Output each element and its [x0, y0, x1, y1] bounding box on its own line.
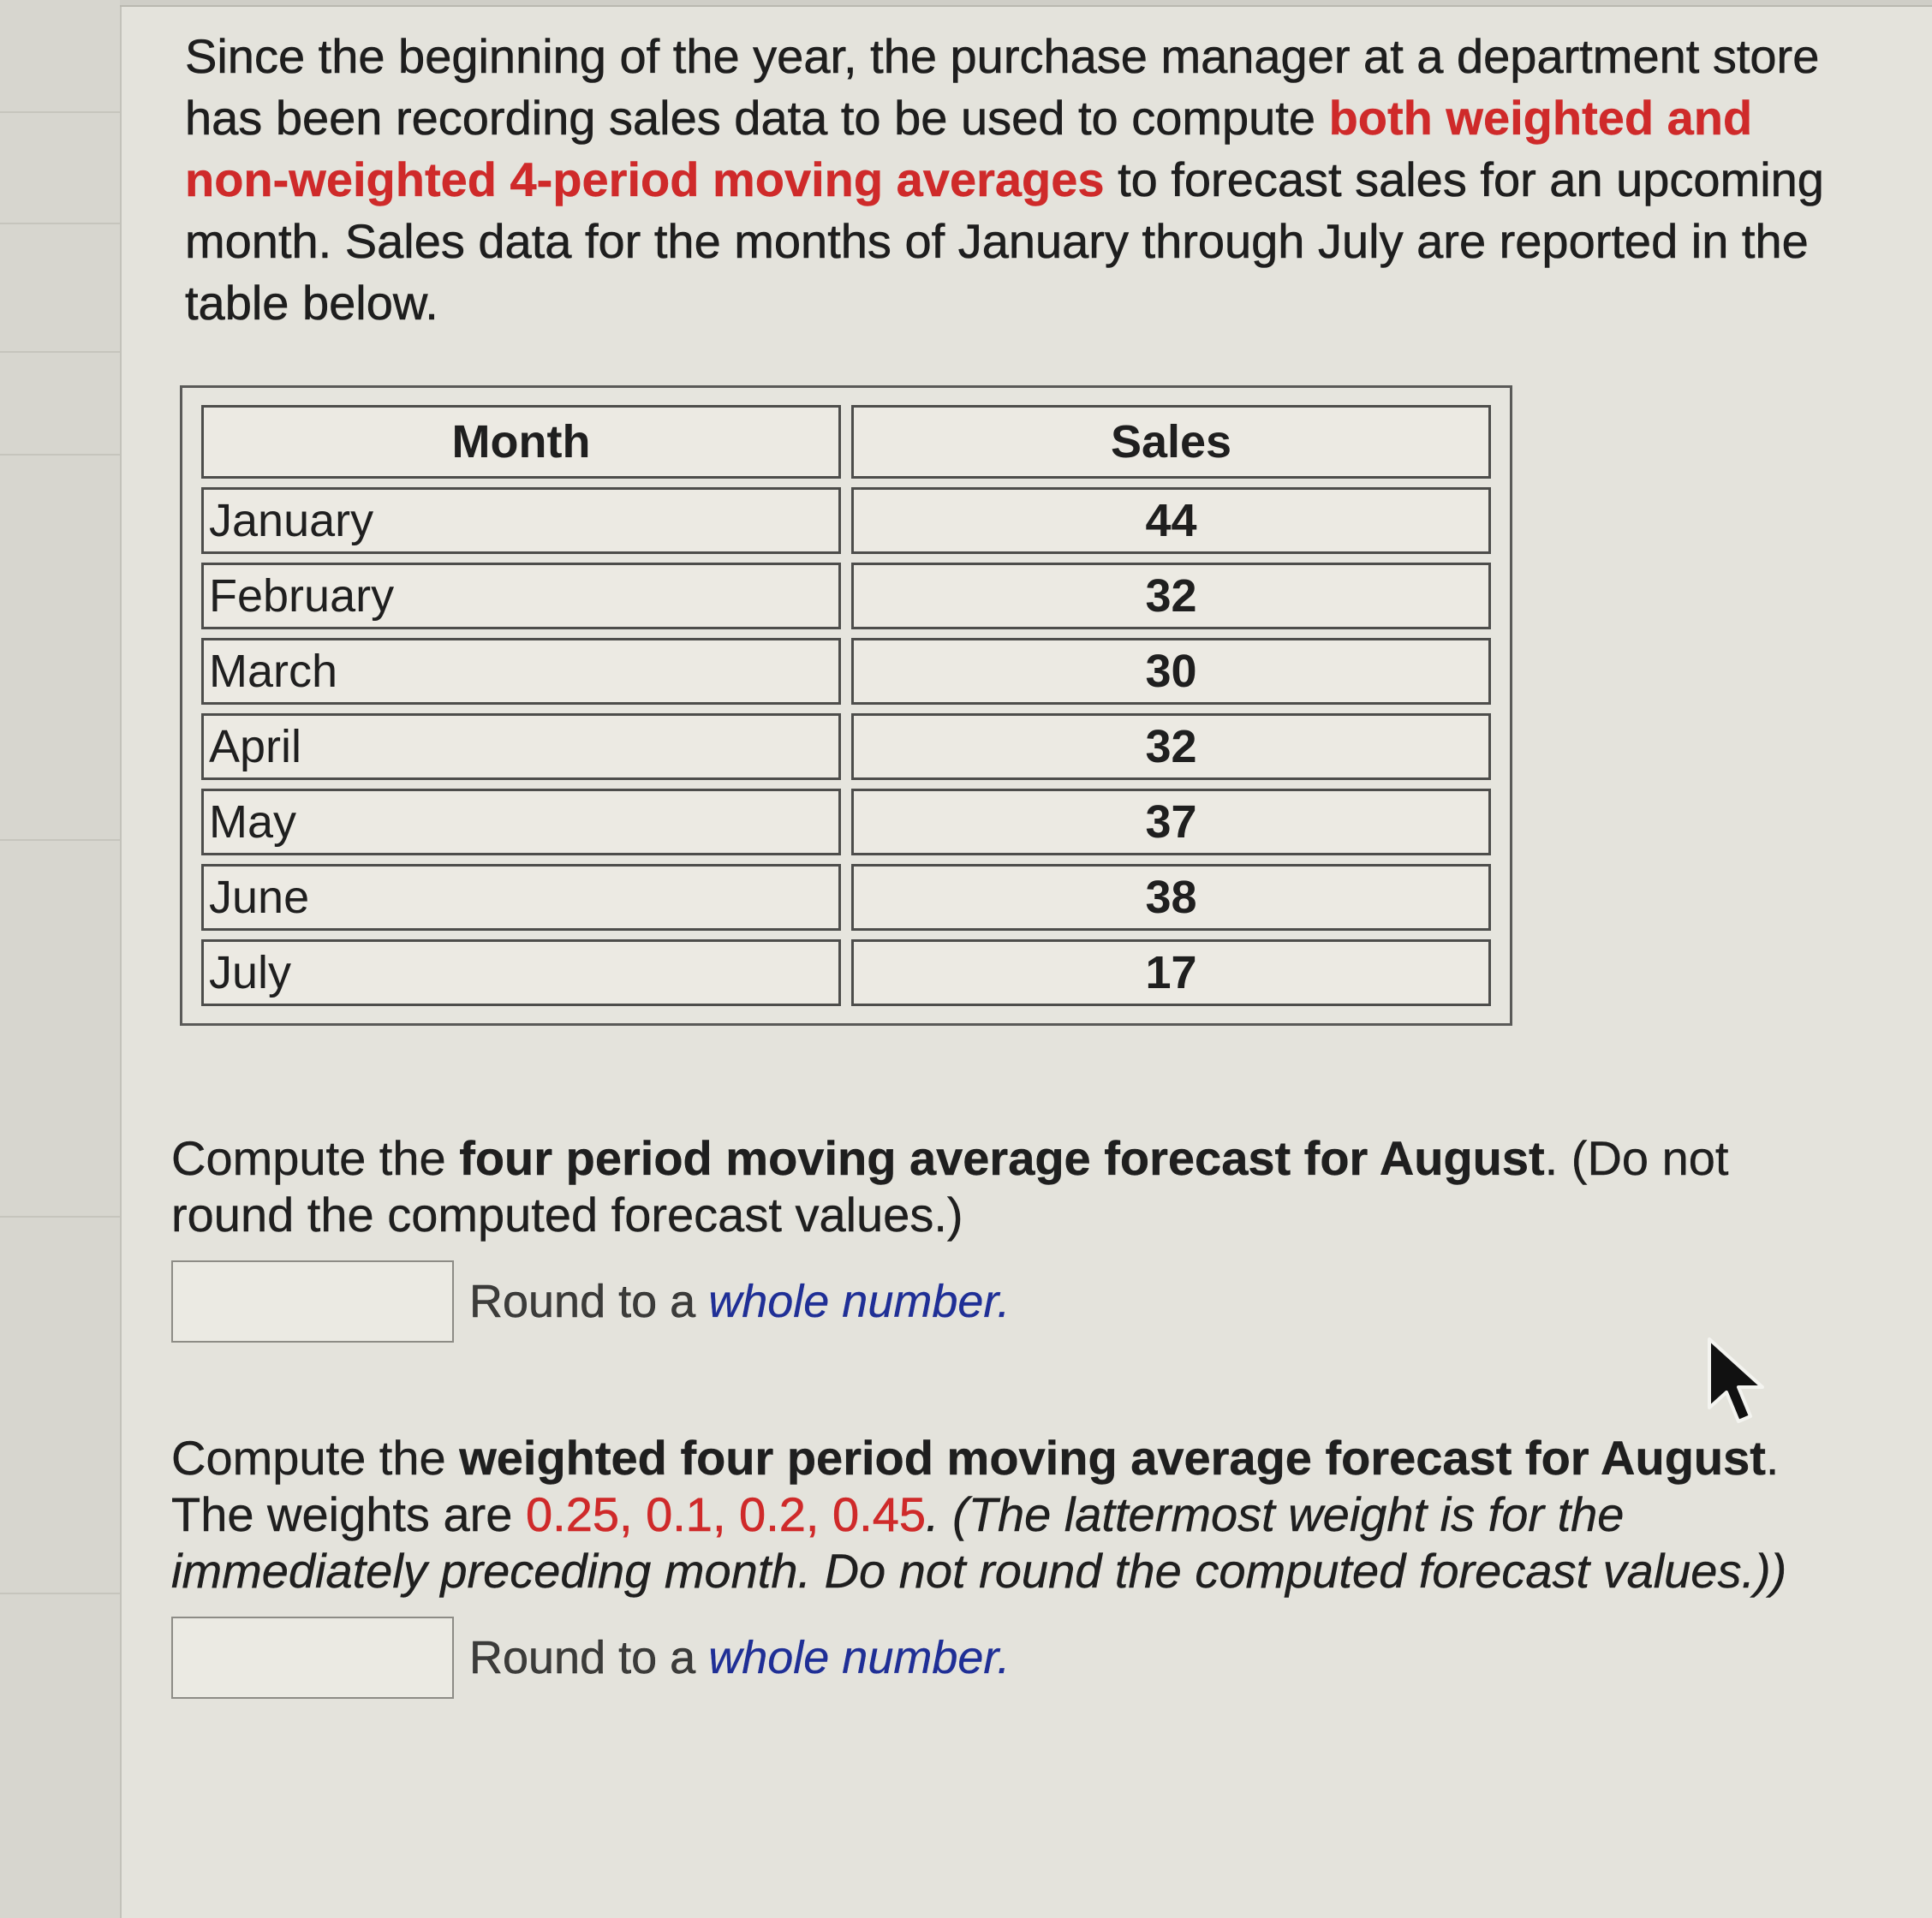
mouse-pointer-icon	[1704, 1336, 1773, 1430]
q1-suffix: . (Do not round the computed forecast values.)	[171, 1131, 1729, 1242]
table-row	[201, 713, 1491, 780]
month-column-header: Month	[201, 405, 841, 479]
question-content	[171, 26, 1850, 1683]
q2-mid: . The weights are	[171, 1431, 1780, 1541]
month-cell: April	[201, 713, 841, 780]
sidebar-divider	[0, 111, 120, 113]
question-1-answer-row	[171, 1260, 1841, 1343]
weighted-average-answer-input[interactable]	[171, 1617, 454, 1699]
month-cell: May	[201, 789, 841, 855]
q2-weights: 0.25, 0.1, 0.2, 0.45	[525, 1487, 927, 1541]
intro-highlight: both weighted and non-weighted 4-period moving averages	[185, 91, 1753, 206]
q2-prefix: Compute the	[171, 1431, 460, 1485]
sales-cell: 30	[851, 638, 1491, 705]
hint-prefix: Round to a	[469, 1276, 709, 1327]
moving-average-answer-input[interactable]	[171, 1260, 454, 1343]
sales-cell: 37	[851, 789, 1491, 855]
sidebar-divider	[0, 223, 120, 224]
top-border	[120, 0, 1932, 7]
sidebar-divider	[0, 454, 120, 456]
month-cell: February	[201, 563, 841, 629]
q2-bold: weighted four period moving average forecast for August	[459, 1431, 1766, 1485]
month-cell: July	[201, 939, 841, 1006]
table-row	[201, 563, 1491, 629]
table-row	[201, 789, 1491, 855]
question-1-prompt	[171, 1130, 1841, 1243]
table-header-row	[201, 405, 1491, 479]
rounding-hint	[469, 1273, 1010, 1330]
sales-cell: 17	[851, 939, 1491, 1006]
month-cell: March	[201, 638, 841, 705]
sidebar-divider	[0, 351, 120, 353]
problem-statement	[185, 26, 1855, 334]
month-cell: January	[201, 487, 841, 554]
table-row	[201, 638, 1491, 705]
q1-prefix: Compute the	[171, 1131, 460, 1185]
sales-cell: 32	[851, 563, 1491, 629]
sales-table-frame	[180, 385, 1512, 1026]
q1-bold: four period moving average forecast for August	[459, 1131, 1545, 1185]
hint-whole-number: whole number.	[708, 1632, 1011, 1683]
question-1	[171, 1130, 1841, 1343]
intro-text: Since the beginning of the year, the purchase manager at a department store has been recording sales data to be used to compute	[185, 29, 1820, 145]
hint-whole-number: whole number.	[708, 1276, 1011, 1327]
rounding-hint	[469, 1629, 1010, 1686]
sidebar-divider	[0, 1593, 120, 1594]
left-sidebar	[0, 0, 122, 1918]
question-2	[171, 1430, 1841, 1699]
sidebar-divider	[0, 839, 120, 841]
hint-prefix: Round to a	[469, 1632, 709, 1683]
table-row	[201, 487, 1491, 554]
sales-column-header: Sales	[851, 405, 1491, 479]
question-2-answer-row	[171, 1617, 1841, 1699]
month-cell: June	[201, 864, 841, 931]
intro-text-end: to forecast sales for an upcoming month. Sales data for the months of January through July are reported in the table below.	[185, 152, 1824, 330]
sales-cell: 44	[851, 487, 1491, 554]
question-2-prompt	[171, 1430, 1841, 1599]
table-row	[201, 864, 1491, 931]
sidebar-divider	[0, 1216, 120, 1218]
table-row	[201, 939, 1491, 1006]
sales-cell: 32	[851, 713, 1491, 780]
sales-table	[191, 396, 1501, 1015]
sales-cell: 38	[851, 864, 1491, 931]
q2-note: . (The lattermost weight is for the immediately preceding month. Do not round the computed forecast values.))	[171, 1487, 1787, 1598]
